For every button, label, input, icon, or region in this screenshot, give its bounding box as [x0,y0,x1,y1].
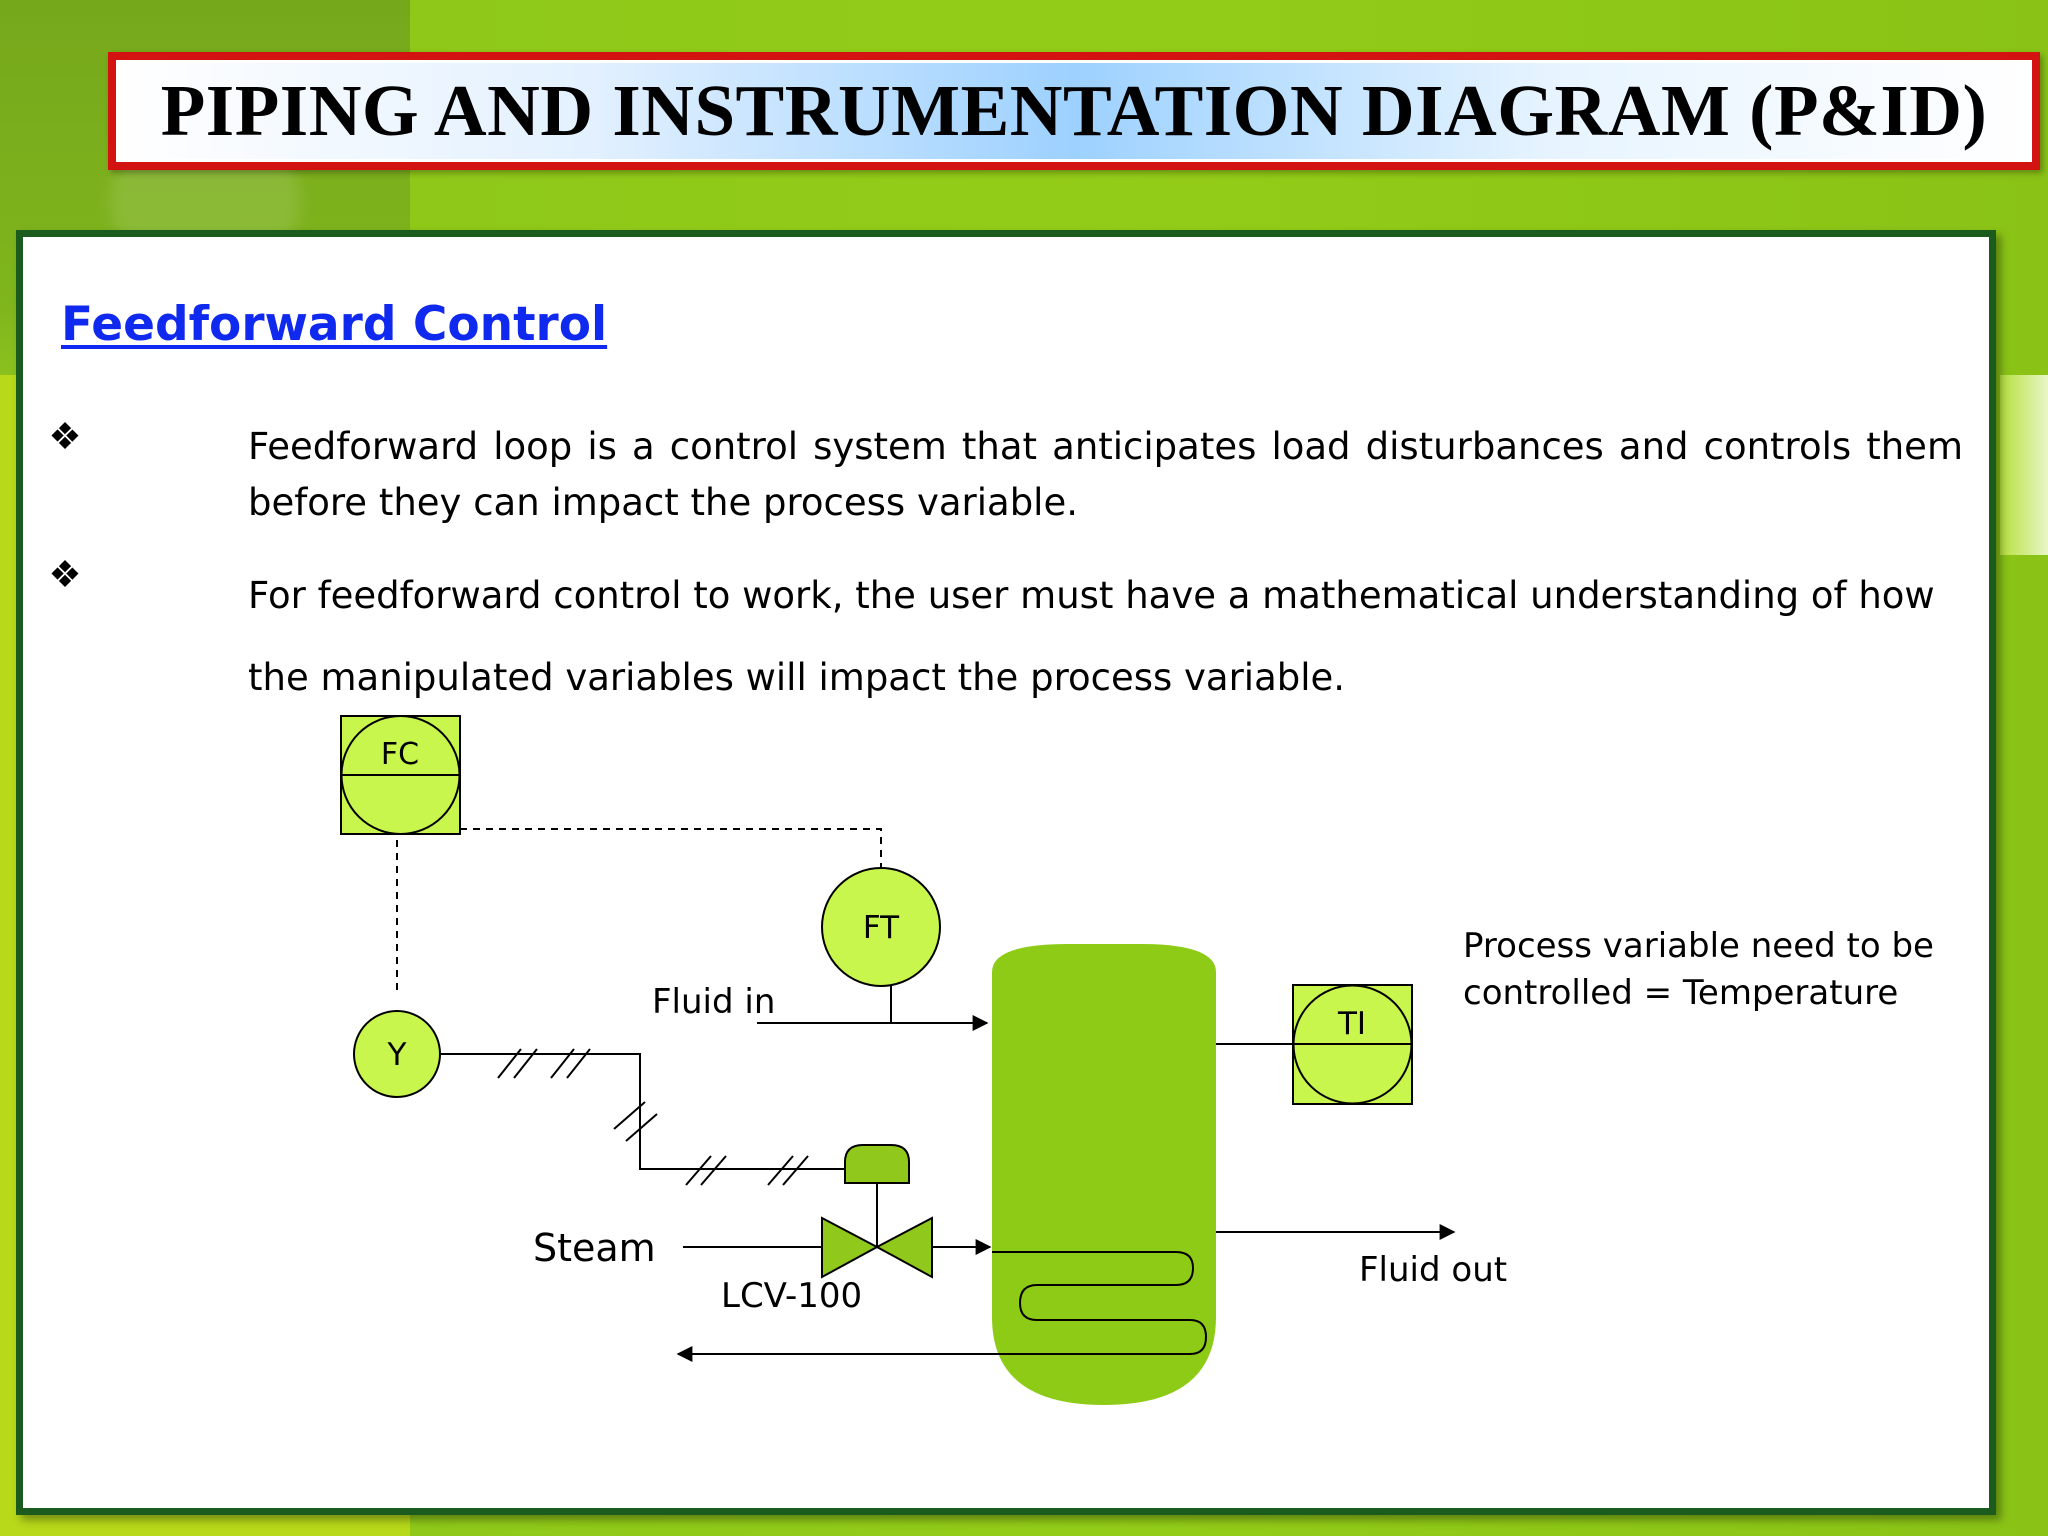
fluid-out-label: Fluid out [1359,1250,1508,1290]
bullet-text-2: For feedforward control to work, the user must have a mathematical understanding of how the manipulated variables will impact the process variable. [248,574,1935,699]
ft-instrument [822,868,940,1023]
fc-label: FC [380,737,420,772]
content-panel [16,230,1996,1515]
diamond-cluster-icon: ❖ [48,554,82,595]
title-box [108,52,2040,170]
valve-tag-label: LCV-100 [721,1276,863,1316]
bullet-text-1: Feedforward loop is a control system that anticipates load disturbances and controls them before they can impact the process variable. [248,425,1963,524]
electrical-signal-line [440,1054,845,1169]
fc-to-ft-signal-line [460,829,881,869]
ti-instrument [1293,985,1412,1104]
ft-label: FT [862,910,900,946]
lcv-100-control-valve [822,1145,932,1277]
pid-diagram [23,237,2003,1522]
steam-label: Steam [533,1226,656,1270]
process-variable-line-1: Process variable need to be [1463,926,1934,966]
signal-hatch-marks [498,1049,808,1185]
y-relay-instrument [354,1011,440,1097]
fc-instrument [341,716,460,834]
valve-left-triangle [822,1218,877,1277]
fluid-in-label: Fluid in [652,982,776,1022]
right-light-band [2000,375,2048,555]
reactor-vessel [992,944,1216,1405]
diamond-cluster-icon: ❖ [48,416,82,457]
ti-label: TI [1337,1006,1367,1042]
slide-title: PIPING AND INSTRUMENTATION DIAGRAM (P&ID) [160,70,1988,151]
valve-actuator [845,1145,909,1183]
process-variable-line-2: controlled = Temperature [1463,973,1899,1013]
valve-right-triangle [877,1218,932,1277]
y-label: Y [387,1037,407,1073]
section-heading: Feedforward Control [61,297,608,352]
